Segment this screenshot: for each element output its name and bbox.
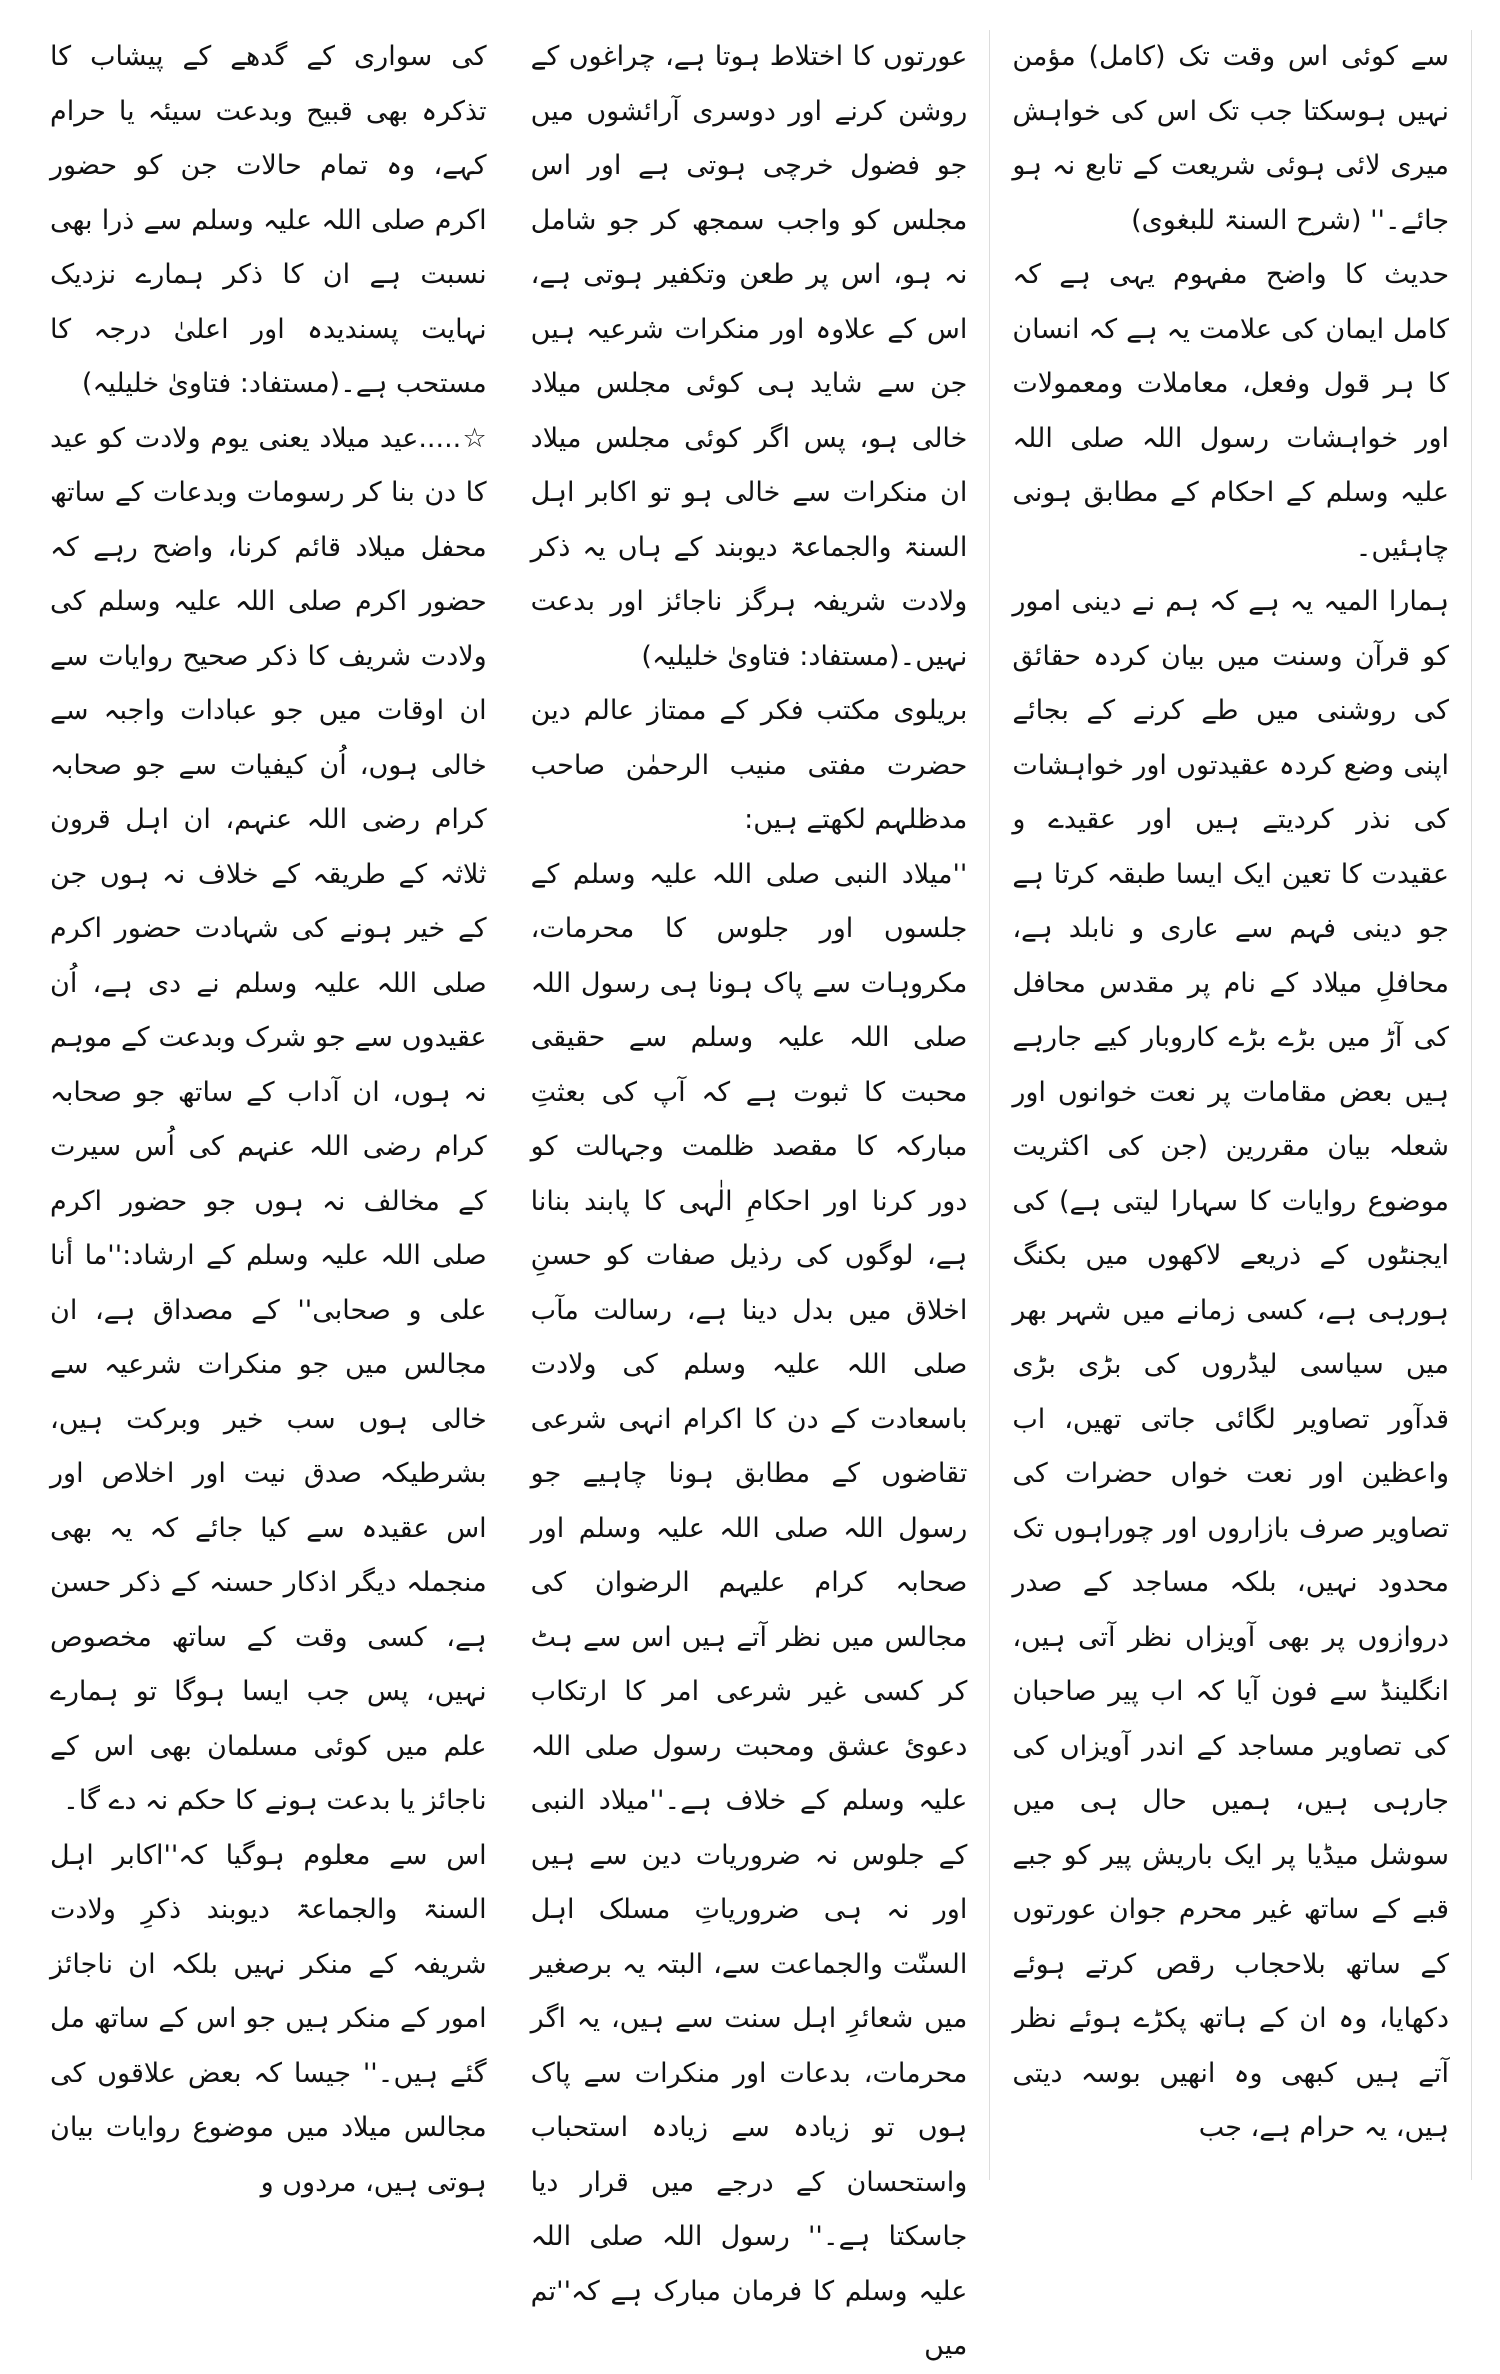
paragraph: بریلوی مکتب فکر کے ممتاز عالم دین حضرت مفتی منیب الرحمٰن صاحب مدظلہم لکھتے ہیں: (530, 695, 968, 835)
paragraph: ☆.....عید میلاد یعنی یوم ولادت کو عید کا دن بنا کر رسومات وبدعات کے ساتھ محفل میلاد قائم کرنا، واضح رہے کہ حضور اکرم صلی اللہ علیہ وسلم کی ولادت شریف کا ذکر صحیح روایات سے ان اوقات میں جو عبادات واجبہ سے خالی ہوں، اُن کیفیات سے جو صحابہ کرام رضی اللہ عنہم، ان اہل قرون ثلاثہ کے طریقہ کے خلاف نہ ہوں جن کے خیر ہونے کی شہادت حضور اکرم صلی اللہ علیہ وسلم نے دی ہے، اُن عقیدوں سے جو شرک وبدعت کے موہم نہ ہوں، ان آداب کے ساتھ جو صحابہ کرام رضی اللہ عنہم کی اُس سیرت کے مخالف نہ ہوں جو حضور اکرم صلی اللہ علیہ وسلم کے ارشاد:''ما أنا علی و صحابی'' کے مصداق ہے، ان مجالس میں جو منکرات شرعیہ سے خالی ہوں سب خیر وبرکت ہیں، بشرطیکہ صدق نیت اور اخلاص اور اس عقیدہ سے کیا جائے کہ یہ بھی منجملہ دیگر اذکار حسنہ کے ذکر حسن ہے، کسی وقت کے ساتھ مخصوص نہیں، پس جب ایسا ہوگا تو ہمارے علم میں کوئی مسلمان بھی اس کے ناجائز یا بدعت ہونے کا حکم نہ دے گا۔ (50, 422, 487, 1816)
article-column-right (28, 30, 509, 2198)
paragraph: سے کوئی اس وقت تک (کامل) مؤمن نہیں ہوسکتا جب تک اس کی خواہش میری لائی ہوئی شریعت کے تابع نہ ہو جائے۔'' (شرح السنۃ للبغوی) (1012, 41, 1450, 236)
article-column-left (990, 30, 1472, 2180)
paragraph: حدیث کا واضح مفہوم یہی ہے کہ کامل ایمان کی علامت یہ ہے کہ انسان کا ہر قول وفعل، معاملات ومعمولات اور خواہشات رسول اللہ صلی اللہ علیہ وسلم کے احکام کے مطابق ہونی چاہئیں۔ (1012, 259, 1450, 563)
paragraph: اس سے معلوم ہوگیا کہ''اکابر اہل السنۃ والجماعۃ دیوبند ذکرِ ولادت شریفہ کے منکر نہیں بلکہ ان ناجائز امور کے منکر ہیں جو اس کے ساتھ مل گئے ہیں۔'' جیسا کہ بعض علاقوں کی مجالس میلاد میں موضوع روایات بیان ہوتی ہیں، مردوں و (50, 1839, 487, 2198)
paragraph: ہمارا المیہ یہ ہے کہ ہم نے دینی امور کو قرآن وسنت میں بیان کردہ حقائق کی روشنی میں طے کرنے کے بجائے اپنی وضع کردہ عقیدتوں اور خواہشات کی نذر کردیتے ہیں اور عقیدے و عقیدت کا تعین ایک ایسا طبقہ کرتا ہے جو دینی فہم سے عاری و نابلد ہے، محافلِ میلاد کے نام پر مقدس محافل کی آڑ میں بڑے بڑے کاروبار کیے جارہے ہیں بعض مقامات پر نعت خوانوں اور شعلہ بیان مقررین (جن کی اکثریت موضوع روایات کا سہارا لیتی ہے) کی ایجنٹوں کے ذریعے لاکھوں میں بکنگ ہورہی ہے، کسی زمانے میں شہر بھر میں سیاسی لیڈروں کی بڑی بڑی قدآور تصاویر لگائی جاتی تھیں، اب واعظین اور نعت خواں حضرات کی تصاویر صرف بازاروں اور چوراہوں تک محدود نہیں، بلکہ مساجد کے صدر دروازوں پر بھی آویزاں نظر آتی ہیں، انگلینڈ سے فون آیا کہ اب پیر صاحبان کی تصاویر مساجد کے اندر آویزاں کی جارہی ہیں، ہمیں حال ہی میں سوشل میڈیا پر ایک باریش پیر کو جبے قبے کے ساتھ غیر محرم جوان عورتوں کے ساتھ بلاحجاب رقص کرتے ہوئے دکھایا، وہ ان کے ہاتھ پکڑے ہوئے نظر آتے ہیں کبھی وہ انھیں بوسہ دیتی ہیں، یہ حرام ہے، جب (1012, 586, 1450, 2143)
paragraph: کی سواری کے گدھے کے پیشاب کا تذکرہ بھی قبیح وبدعت سیئہ یا حرام کہے، وہ تمام حالات جن کو حضور اکرم صلی اللہ علیہ وسلم سے ذرا بھی نسبت ہے ان کا ذکر ہمارے نزدیک نہایت پسندیدہ اور اعلیٰ درجہ کا مستحب ہے۔(مستفاد: فتاویٰ خلیلیہ) (50, 41, 487, 399)
article-column-middle (509, 30, 991, 2361)
paragraph: عورتوں کا اختلاط ہوتا ہے، چراغوں کے روشن کرنے اور دوسری آرائشوں میں جو فضول خرچی ہوتی ہے اور اس مجلس کو واجب سمجھ کر جو شامل نہ ہو، اس پر طعن وتکفیر ہوتی ہے، اس کے علاوہ اور منکرات شرعیہ ہیں جن سے شاید ہی کوئی مجلس میلاد خالی ہو، پس اگر کوئی مجلس میلاد ان منکرات سے خالی ہو تو اکابر اہل السنۃ والجماعۃ دیوبند کے ہاں یہ ذکر ولادت شریفہ ہرگز ناجائز اور بدعت نہیں۔(مستفاد: فتاویٰ خلیلیہ) (530, 41, 968, 672)
paragraph: ''میلاد النبی صلی اللہ علیہ وسلم کے جلسوں اور جلوس کا محرمات، مکروہات سے پاک ہونا ہی رسول اللہ صلی اللہ علیہ وسلم سے حقیقی محبت کا ثبوت ہے کہ آپ کی بعثتِ مبارکہ کا مقصد ظلمت وجہالت کو دور کرنا اور احکامِ الٰہی کا پابند بنانا ہے، لوگوں کی رذیل صفات کو حسنِ اخلاق میں بدل دینا ہے، رسالت مآب صلی اللہ علیہ وسلم کی ولادت باسعادت کے دن کا اکرام انہی شرعی تقاضوں کے مطابق ہونا چاہیے جو رسول اللہ صلی اللہ علیہ وسلم اور صحابہ کرام علیہم الرضوان کی مجالس میں نظر آتے ہیں اس سے ہٹ کر کسی غیر شرعی امر کا ارتکاب دعویٔ عشق ومحبت رسول صلی اللہ علیہ وسلم کے خلاف ہے۔''میلاد النبی کے جلوس نہ ضروریات دین سے ہیں اور نہ ہی ضروریاتِ مسلک اہل السنّت والجماعت سے، البتہ یہ برصغیر میں شعائرِ اہل سنت سے ہیں، یہ اگر محرمات، بدعات اور منکرات سے پاک ہوں تو زیادہ سے زیادہ استحباب واستحسان کے درجے میں قرار دیا جاسکتا ہے۔'' رسول اللہ صلی اللہ علیہ وسلم کا فرمان مبارک ہے کہ''تم میں (530, 858, 968, 2361)
